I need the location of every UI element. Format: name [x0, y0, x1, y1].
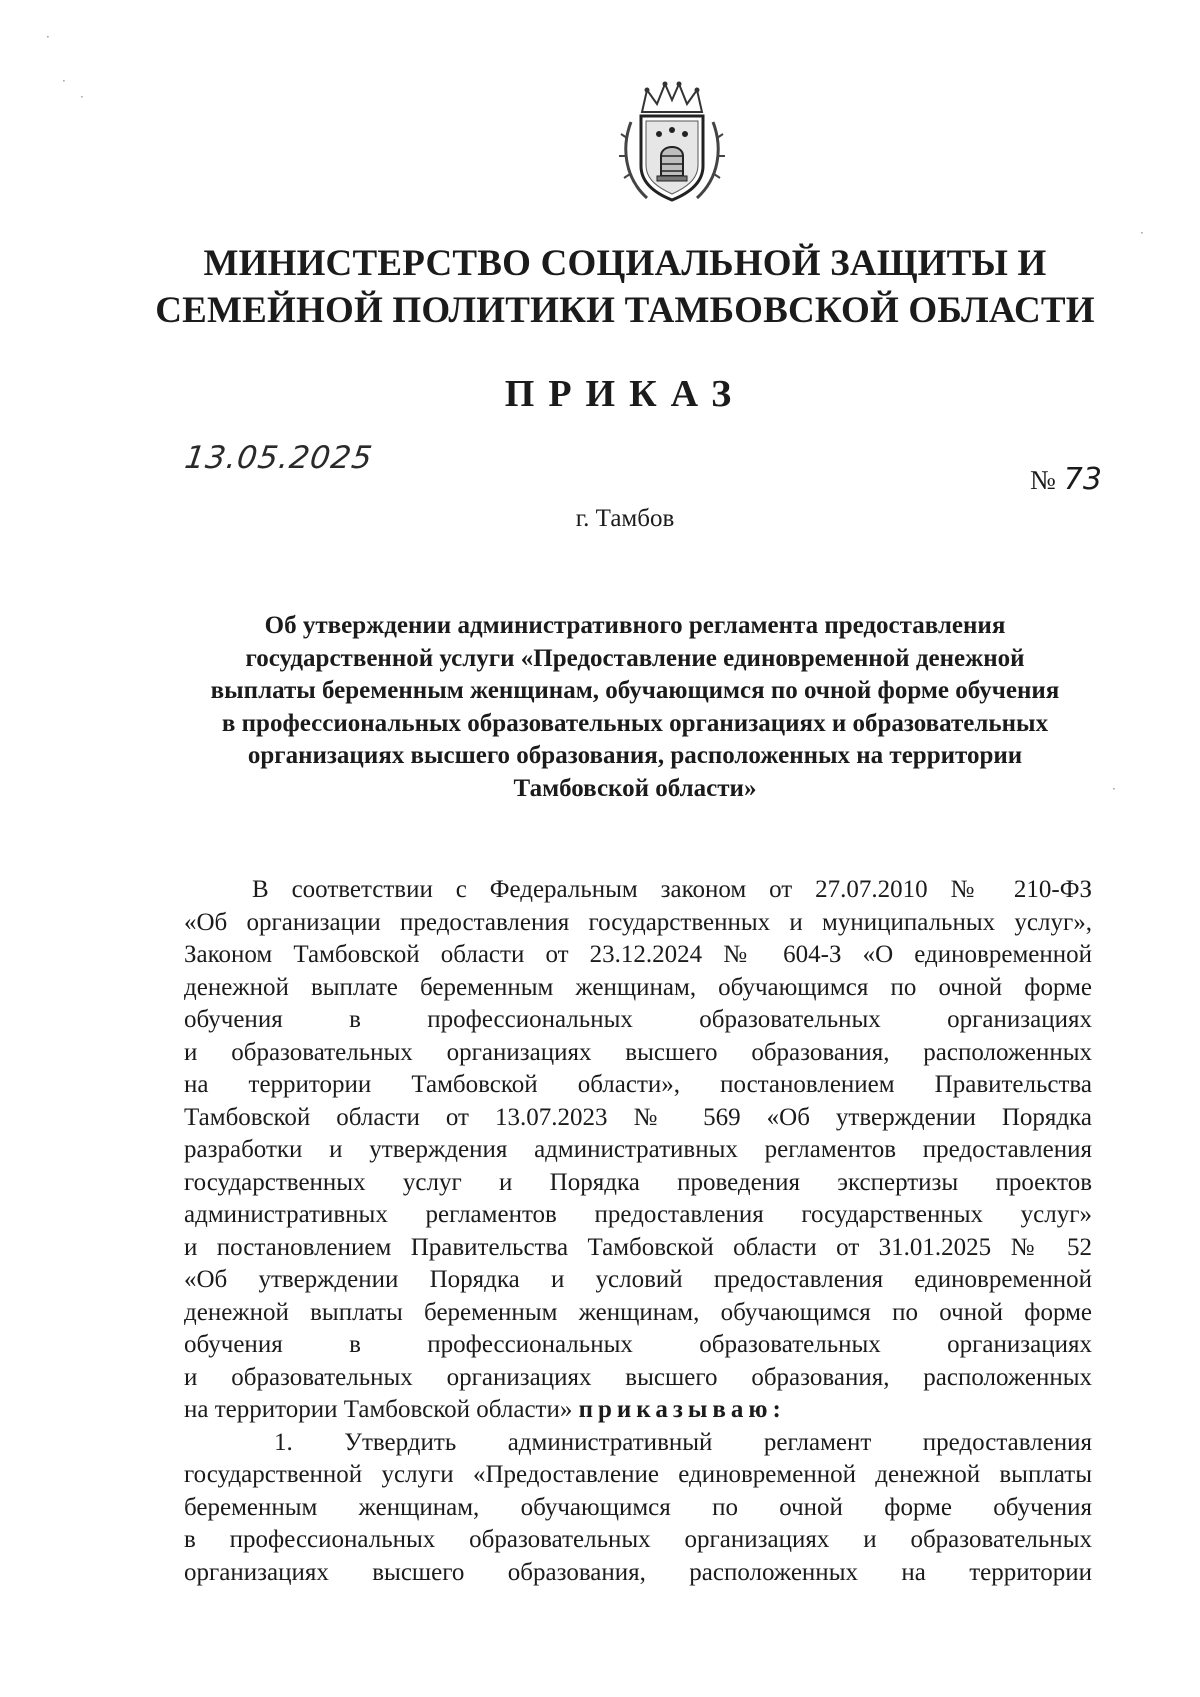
body-line: и постановлением Правительства Тамбовской области от 31.01.2025 № 52	[184, 1233, 1092, 1261]
subject-line: в профессиональных образовательных организациях и образовательных	[221, 709, 1049, 737]
body-final-line	[184, 1394, 1092, 1427]
body-line: денежной выплаты беременным женщинам, обучающимся по очной форме	[184, 1298, 1092, 1326]
handwritten-date: 13.05.2025	[182, 440, 376, 476]
subject-line: Об утверждении административного регламента предоставления	[264, 612, 1006, 639]
item-1-line: организациях высшего образования, расположенных на территории	[184, 1558, 1092, 1586]
body-line: на территории Тамбовской области», постановлением Правительства	[184, 1071, 1092, 1098]
body-line: административных регламентов предоставления государственных услуг»	[184, 1201, 1092, 1228]
ministry-name-line-2: СЕМЕЙНОЙ ПОЛИТИКИ ТАМБОВСКОЙ ОБЛАСТИ	[155, 290, 1095, 331]
order-word: приказываю:	[578, 1396, 786, 1423]
body-line: и образовательных организациях высшего образования, расположенных	[184, 1038, 1092, 1066]
ministry-name-line-1: МИНИСТЕРСТВО СОЦИАЛЬНОЙ ЗАЩИТЫ И	[203, 243, 1047, 284]
body-line: и образовательных организациях высшего образования, расположенных	[184, 1363, 1092, 1391]
order-subject	[185, 610, 1085, 805]
scan-speck: ·	[46, 30, 50, 44]
body-line: разработки и утверждения административных регламентов предоставления	[184, 1136, 1092, 1163]
body-line: Законом Тамбовской области от 23.12.2024 № 604-З «О единовременной	[184, 941, 1092, 968]
handwritten-number: 73	[1063, 462, 1102, 497]
item-1-line: в профессиональных образовательных организациях и образовательных	[184, 1526, 1092, 1553]
order-body	[184, 874, 1092, 1589]
body-line: «Об организации предоставления государственных и муниципальных услуг»,	[184, 908, 1092, 936]
document-type-title: ПРИКАЗ	[504, 373, 746, 415]
order-number	[1030, 462, 1102, 497]
body-line: В соответствии с Федеральным законом от 27.07.2010 № 210-ФЗ	[252, 876, 1092, 903]
body-final-text: на территории Тамбовской области»	[184, 1396, 573, 1423]
item-1-line: 1. Утвердить административный регламент предоставления	[274, 1428, 1092, 1456]
item-1-line: беременным женщинам, обучающимся по очной форме обучения	[184, 1493, 1092, 1521]
body-line: обучения в профессиональных образовательных организациях	[184, 1006, 1092, 1033]
scan-speck: ·	[1140, 226, 1144, 240]
subject-line: Тамбовской области»	[513, 774, 757, 802]
body-line: государственных услуг и Порядка проведения экспертизы проектов	[184, 1168, 1092, 1196]
scan-speck: ·	[1112, 782, 1116, 796]
body-line: Тамбовской области от 13.07.2023 № 569 «Об утверждении Порядка	[184, 1103, 1092, 1131]
body-line: обучения в профессиональных образовательных организациях	[184, 1331, 1092, 1358]
subject-line: государственной услуги «Предоставление единовременной денежной	[245, 644, 1025, 672]
item-1-line: государственной услуги «Предоставление единовременной денежной выплаты	[184, 1461, 1092, 1488]
body-line: «Об утверждении Порядка и условий предоставления единовременной	[184, 1266, 1092, 1293]
number-sign: №	[1030, 465, 1056, 495]
coat-of-arms-emblem	[617, 78, 727, 208]
subject-line: организациях высшего образования, расположенных на территории	[247, 742, 1023, 769]
scan-speck: ·	[80, 90, 84, 104]
subject-line: выплаты беременным женщинам, обучающимся по очной форме обучения	[210, 677, 1060, 704]
city-line: г. Тамбов	[575, 505, 675, 532]
body-line: денежной выплате беременным женщинам, обучающимся по очной форме	[184, 973, 1092, 1001]
scan-speck: ·	[62, 74, 66, 88]
ministry-name	[150, 240, 1100, 334]
